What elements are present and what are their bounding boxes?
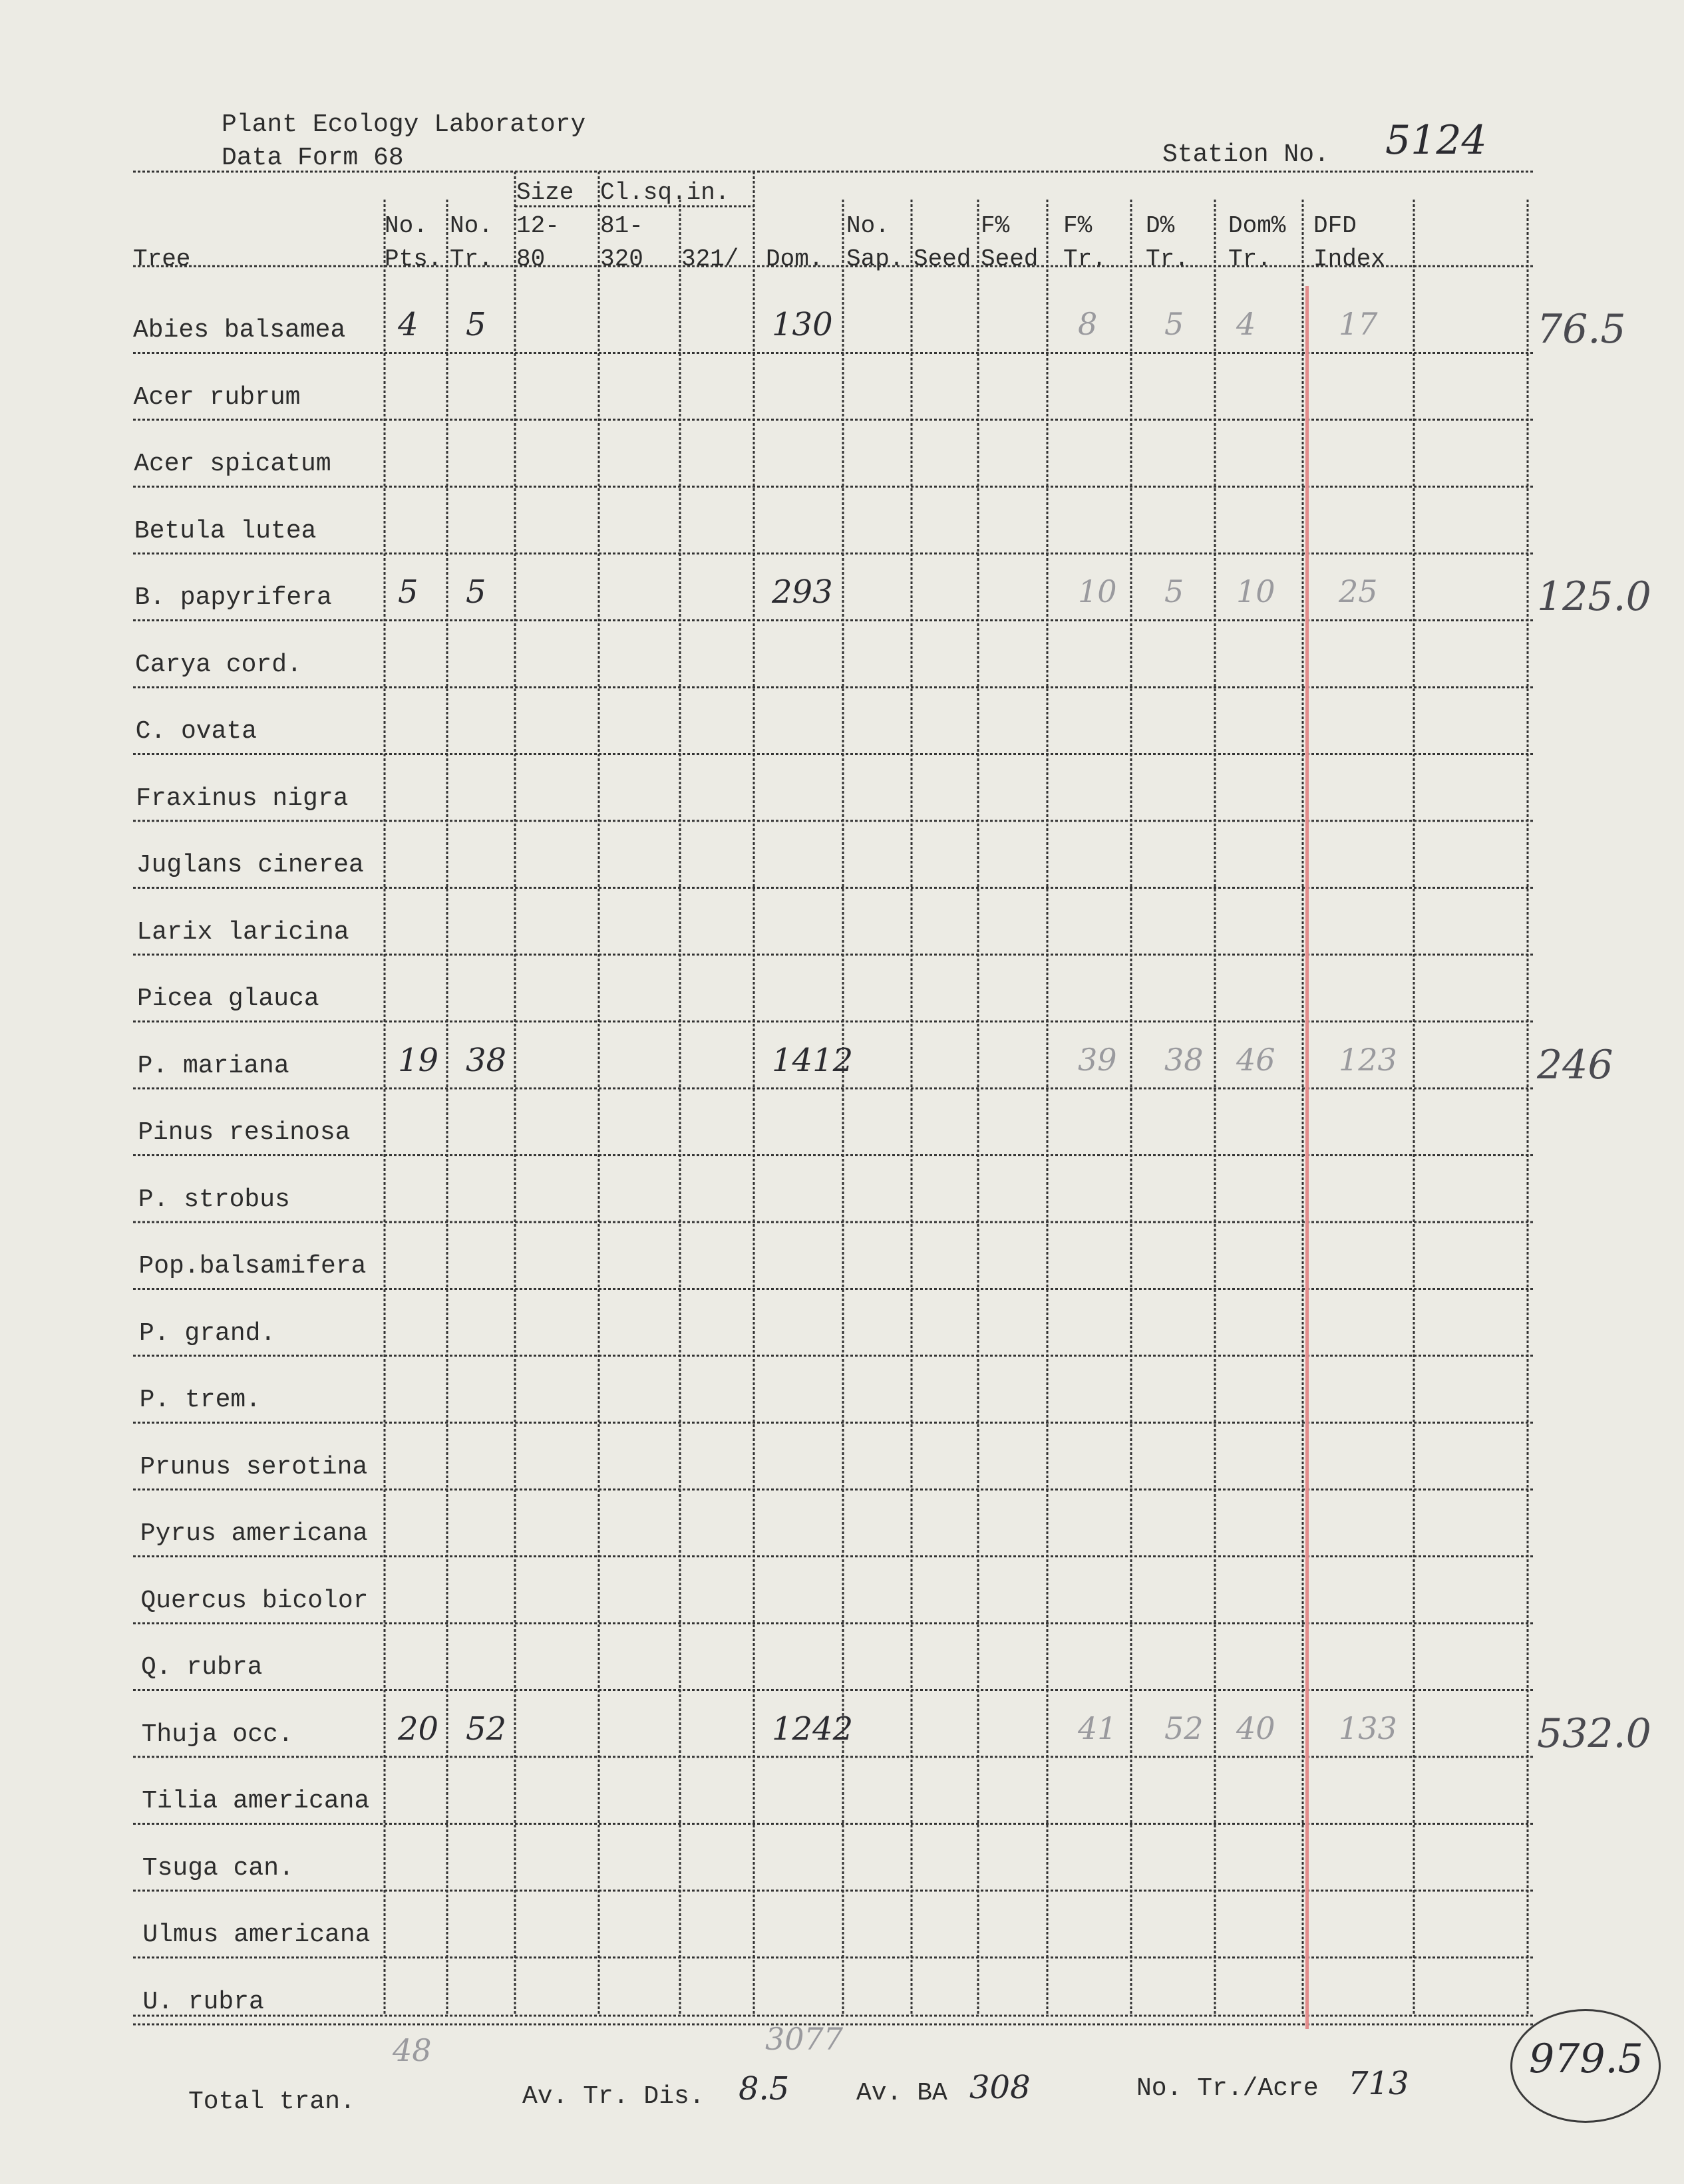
col-header-pts: No. Pts.: [385, 212, 442, 273]
col-header-sap: No. Sap.: [846, 212, 904, 273]
row-tree-name: Acer rubrum: [133, 383, 301, 412]
cell-freq-pct: 39: [1078, 1041, 1117, 1078]
row-tree-name: C. ovata: [135, 717, 257, 746]
row-tree-name: U. rubra: [142, 1987, 264, 2016]
cell-dominance-pct: 4: [1236, 306, 1256, 342]
avg-ba-label: Av. BA: [856, 2079, 947, 2107]
cell-density-pct: 52: [1164, 1710, 1204, 1746]
margin-sum: 246: [1537, 1041, 1613, 1088]
cell-dominance-pct: 40: [1236, 1710, 1275, 1746]
avg-distance-label: Av. Tr. Dis.: [522, 2082, 705, 2111]
row-tree-name: Larix laricina: [136, 917, 349, 947]
col-header-dfd: DFD Index: [1313, 212, 1386, 273]
avg-distance-value: 8.5: [739, 2070, 790, 2107]
cell-freq-pct: 8: [1078, 306, 1098, 342]
col-header-size-12-80: Size 12- 80: [516, 179, 574, 273]
cell-trees: 38: [466, 1041, 507, 1079]
row-tree-name: B. papyrifera: [134, 583, 332, 612]
row-tree-name: Pop.balsamifera: [138, 1252, 367, 1281]
cell-density-pct: 38: [1164, 1041, 1204, 1078]
margin-sum: 532.0: [1537, 1710, 1651, 1757]
avg-ba-value: 308: [969, 2069, 1031, 2106]
cell-dominance: 293: [772, 573, 833, 611]
col-header-domtr: Dom% Tr.: [1228, 212, 1286, 273]
form-number: Data Form 68: [222, 144, 404, 172]
row-tree-name: Q. rubra: [141, 1653, 263, 1682]
row-tree-name: Acer spicatum: [134, 450, 331, 478]
cell-density-pct: 5: [1164, 306, 1184, 342]
row-tree-name: Ulmus americana: [142, 1921, 371, 1949]
cell-freq-pct: 10: [1078, 573, 1117, 609]
col-header-tr: No. Tr.: [450, 212, 493, 273]
row-tree-name: Quercus bicolor: [140, 1586, 369, 1615]
col-header-seed: Seed: [914, 245, 971, 273]
cell-points: 20: [398, 1710, 439, 1748]
cell-points: 5: [398, 573, 419, 611]
cell-trees: 5: [466, 306, 486, 343]
cell-trees: 5: [466, 573, 486, 611]
cell-points: 19: [398, 1041, 439, 1079]
cell-points: 4: [398, 306, 419, 343]
row-tree-name: P. strobus: [138, 1185, 290, 1214]
row-tree-name: Fraxinus nigra: [136, 784, 349, 813]
row-tree-name: P. grand.: [139, 1319, 276, 1348]
col-header-dom: Dom.: [766, 245, 824, 273]
margin-sum: 76.5: [1537, 306, 1626, 353]
lab-title: Plant Ecology Laboratory: [222, 110, 586, 139]
row-tree-name: Tsuga can.: [142, 1853, 294, 1883]
cell-freq-pct: 41: [1078, 1710, 1117, 1746]
cell-density-pct: 5: [1164, 573, 1184, 609]
red-margin-line: [1305, 286, 1309, 2029]
row-tree-name: Tilia americana: [142, 1787, 370, 1815]
row-tree-name: P. trem.: [139, 1386, 261, 1414]
cell-dfd-index: 123: [1339, 1041, 1397, 1078]
cell-dominance: 1242: [772, 1710, 854, 1748]
col-header-fseed: F% Seed: [981, 212, 1039, 273]
trees-per-acre-value: 713: [1348, 2065, 1409, 2102]
cell-dfd-index: 133: [1339, 1710, 1397, 1746]
row-tree-name: Pyrus americana: [140, 1519, 368, 1548]
cell-dominance: 130: [772, 306, 833, 343]
row-tree-name: Thuja occ.: [141, 1720, 293, 1749]
col-header-tree: Tree: [133, 245, 191, 273]
row-tree-name: Betula lutea: [134, 516, 317, 546]
margin-sum: 125.0: [1537, 573, 1651, 620]
col-header-ftr: F% Tr.: [1063, 212, 1106, 273]
col-header-dtr: D% Tr.: [1146, 212, 1189, 273]
circled-total: 979.5: [1529, 2036, 1643, 2082]
row-tree-name: Abies balsamea: [133, 316, 346, 345]
row-tree-name: Carya cord.: [135, 650, 302, 679]
row-tree-name: Prunus serotina: [140, 1452, 368, 1482]
total-label: Total tran.: [188, 2088, 355, 2116]
total-dominance: 3077: [765, 2021, 844, 2057]
total-points: 48: [393, 2032, 432, 2068]
cell-dominance-pct: 46: [1236, 1041, 1275, 1078]
row-tree-name: Juglans cinerea: [136, 851, 364, 879]
col-header-size-81-320: Cl.sq.in. 81- 320: [600, 179, 730, 273]
col-header-size-321: 321/: [681, 245, 739, 273]
cell-dominance: 1412: [772, 1041, 854, 1079]
row-tree-name: P. mariana: [137, 1051, 289, 1080]
trees-per-acre-label: No. Tr./Acre: [1136, 2074, 1319, 2103]
cell-dfd-index: 17: [1339, 306, 1378, 342]
cell-dominance-pct: 10: [1236, 573, 1275, 609]
cell-dfd-index: 25: [1339, 573, 1378, 609]
cell-trees: 52: [466, 1710, 507, 1748]
row-tree-name: Picea glauca: [137, 985, 319, 1013]
station-label: Station No.: [1162, 140, 1329, 169]
row-tree-name: Pinus resinosa: [138, 1118, 351, 1147]
station-number: 5124: [1385, 117, 1487, 164]
